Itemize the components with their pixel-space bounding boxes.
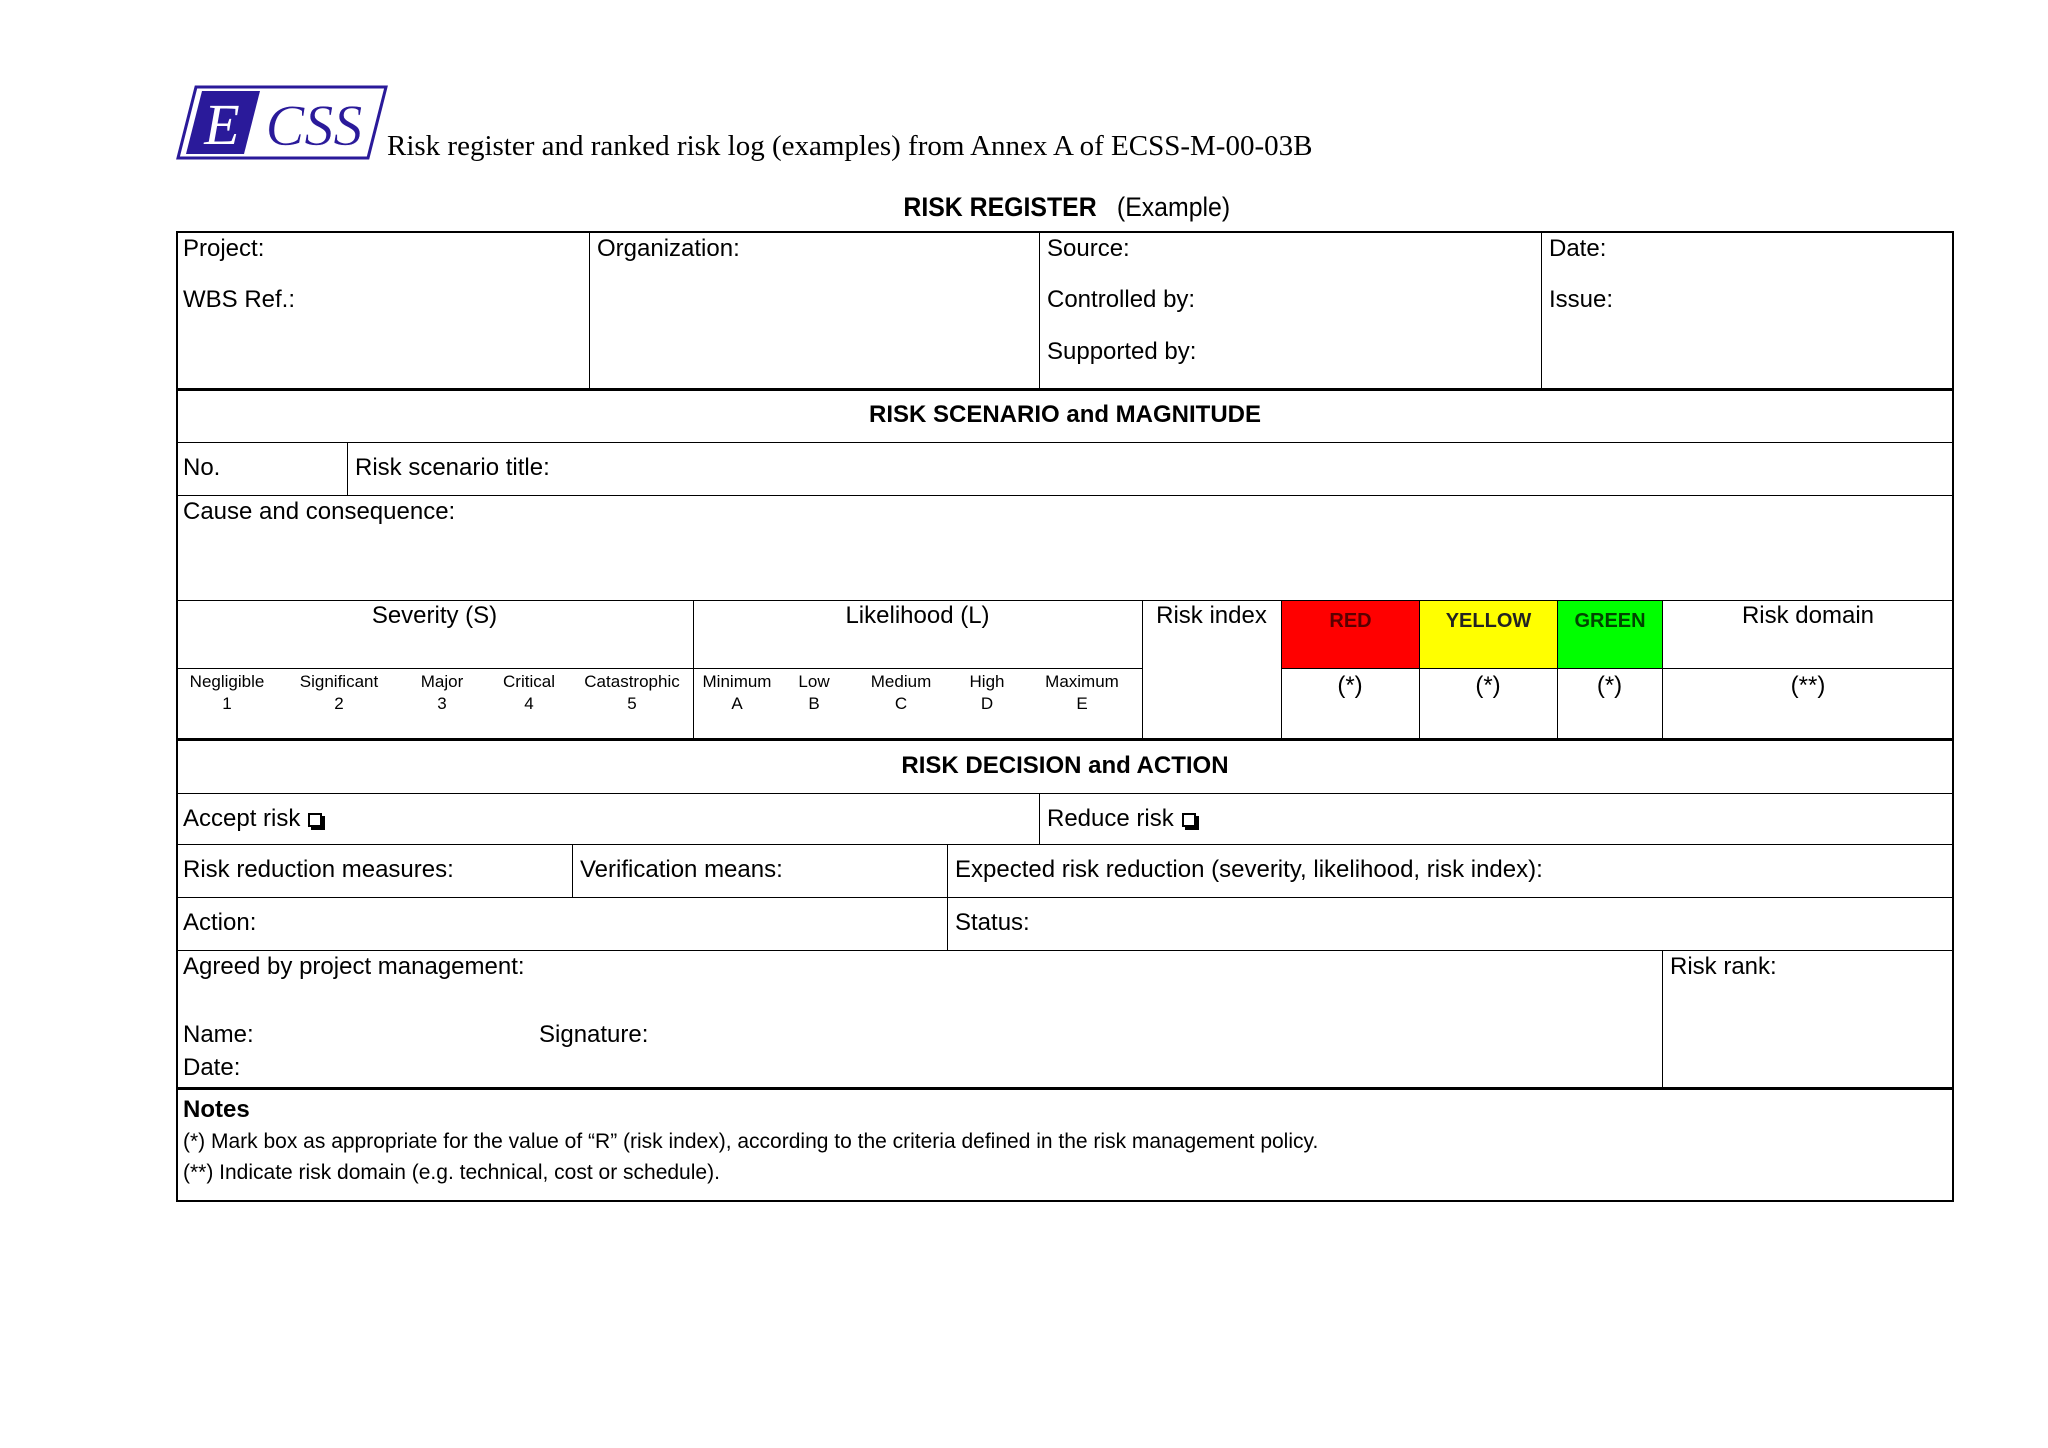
- risk-domain-header: Risk domain: [1741, 602, 1875, 629]
- risk-reduction-measures-field[interactable]: Risk reduction measures:: [183, 856, 454, 883]
- register-title: [176, 192, 1954, 223]
- likelihood-level[interactable]: Minimum A: [702, 672, 772, 713]
- risk-rank-field[interactable]: Risk rank:: [1670, 953, 1777, 980]
- project-field[interactable]: Project:: [183, 235, 265, 262]
- risk-index-header: Risk index: [1156, 602, 1267, 629]
- register-title-normal: (Example): [1117, 192, 1231, 222]
- document-title: Risk register and ranked risk log (examples) from Annex A of ECSS-M-00-03B: [387, 130, 1313, 162]
- agreed-by-label: Agreed by project management:: [183, 953, 525, 980]
- severity-level[interactable]: Catastrophic 5: [584, 672, 680, 713]
- accept-risk-option[interactable]: [183, 807, 322, 831]
- expected-risk-reduction-field[interactable]: Expected risk reduction (severity, likelihood, risk index):: [955, 856, 1543, 883]
- risk-register-form: [176, 231, 1954, 1202]
- source-field[interactable]: Source:: [1047, 235, 1130, 262]
- reduce-risk-checkbox[interactable]: [1182, 813, 1196, 827]
- supported-by-field[interactable]: Supported by:: [1047, 338, 1197, 365]
- severity-level[interactable]: Significant 2: [299, 672, 379, 713]
- severity-level[interactable]: Major 3: [420, 672, 464, 713]
- risk-domain-box[interactable]: (**): [1790, 672, 1826, 699]
- note-line-2: (**) Indicate risk domain (e.g. technical, cost or schedule).: [183, 1161, 720, 1184]
- likelihood-header: Likelihood (L): [845, 602, 990, 629]
- decision-section-title: RISK DECISION and ACTION: [901, 752, 1229, 779]
- organization-field[interactable]: Organization:: [597, 235, 740, 262]
- svg-text:E: E: [204, 92, 240, 157]
- likelihood-level[interactable]: Low B: [798, 672, 830, 713]
- likelihood-level[interactable]: High D: [969, 672, 1005, 713]
- risk-index-red-box[interactable]: (*): [1337, 672, 1363, 699]
- date-field[interactable]: Date:: [1549, 235, 1607, 262]
- risk-scenario-title-field[interactable]: Risk scenario title:: [355, 454, 550, 481]
- risk-index-yellow-box[interactable]: (*): [1475, 672, 1501, 699]
- verification-means-field[interactable]: Verification means:: [580, 856, 783, 883]
- likelihood-level[interactable]: Medium C: [870, 672, 932, 713]
- signature-field[interactable]: Signature:: [539, 1021, 649, 1048]
- action-field[interactable]: Action:: [183, 909, 257, 936]
- risk-index-green: GREEN: [1558, 601, 1662, 668]
- accept-risk-checkbox[interactable]: [308, 813, 322, 827]
- likelihood-level[interactable]: Maximum E: [1045, 672, 1119, 713]
- status-field[interactable]: Status:: [955, 909, 1030, 936]
- ecss-logo: [176, 85, 388, 160]
- scenario-section-title: RISK SCENARIO and MAGNITUDE: [868, 401, 1261, 428]
- severity-header: Severity (S): [371, 602, 498, 629]
- reduce-risk-option[interactable]: [1047, 807, 1196, 831]
- note-line-1: (*) Mark box as appropriate for the value of “R” (risk index), according to the criteria defined in the risk management policy.: [183, 1130, 1319, 1153]
- notes-title: Notes: [183, 1096, 250, 1123]
- cause-consequence-field[interactable]: Cause and consequence:: [183, 498, 456, 525]
- wbs-ref-field[interactable]: WBS Ref.:: [183, 286, 296, 313]
- risk-index-green-box[interactable]: (*): [1596, 672, 1623, 699]
- risk-index-red: RED: [1282, 601, 1419, 668]
- register-title-bold: RISK REGISTER: [903, 192, 1097, 222]
- svg-text:CSS: CSS: [265, 93, 363, 158]
- agreement-date-field[interactable]: Date:: [183, 1054, 241, 1081]
- accept-risk-label: Accept risk: [183, 805, 301, 832]
- reduce-risk-label: Reduce risk: [1047, 805, 1174, 832]
- severity-level[interactable]: Negligible 1: [189, 672, 265, 713]
- name-field[interactable]: Name:: [183, 1021, 254, 1048]
- controlled-by-field[interactable]: Controlled by:: [1047, 286, 1196, 313]
- risk-index-yellow: YELLOW: [1420, 601, 1557, 668]
- risk-number-field[interactable]: No.: [183, 454, 221, 481]
- issue-field[interactable]: Issue:: [1549, 286, 1614, 313]
- severity-level[interactable]: Critical 4: [503, 672, 555, 713]
